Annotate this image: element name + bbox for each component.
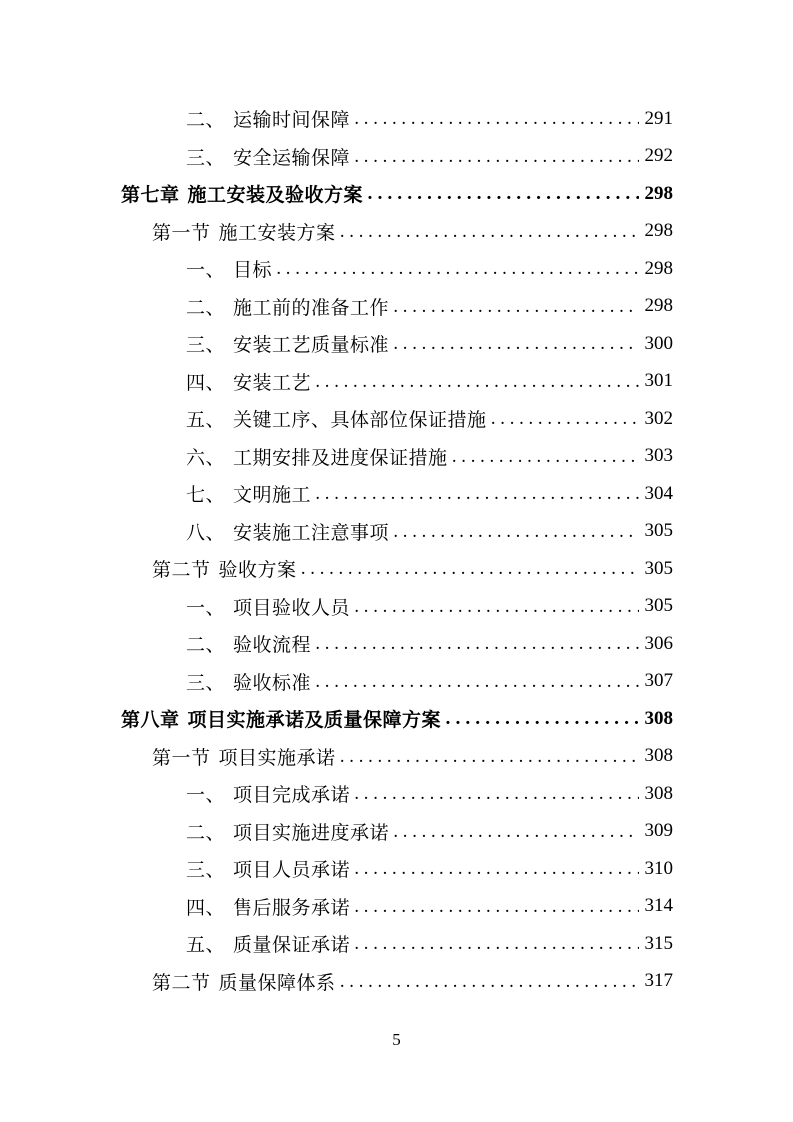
toc-dot-leader xyxy=(315,674,638,691)
toc-entry-label xyxy=(186,293,389,320)
toc-entry-number: 四、 xyxy=(186,896,226,919)
toc-entry[interactable] xyxy=(186,850,673,887)
toc-entry-title: 运输时间保障 xyxy=(233,109,351,131)
toc-dot-leader xyxy=(354,861,638,878)
toc-entry-number: 五、 xyxy=(186,409,226,431)
toc-entry-page: 298 xyxy=(644,182,673,204)
toc-entry-title: 工期安排及进度保证措施 xyxy=(233,446,448,469)
toc-entry-number: 一、 xyxy=(186,596,226,619)
toc-entry-label xyxy=(152,218,336,245)
toc-dot-leader xyxy=(393,524,638,541)
toc-entry-number: 四、 xyxy=(186,371,226,394)
toc-entry-title: 目标 xyxy=(233,259,273,281)
toc-entry-label xyxy=(186,443,448,470)
toc-entry-number: 二、 xyxy=(186,634,226,656)
toc-dot-leader xyxy=(315,374,638,391)
toc-entry-title: 项目人员承诺 xyxy=(233,859,351,881)
toc-entry-number: 第八章 xyxy=(121,709,180,731)
toc-entry[interactable] xyxy=(186,438,673,475)
toc-dot-leader xyxy=(354,936,638,953)
toc-chapter-entry[interactable] xyxy=(121,700,673,737)
toc-entry-label xyxy=(121,705,441,732)
toc-entry-number: 三、 xyxy=(186,671,226,694)
toc-entry-title: 关键工序、具体部位保证措施 xyxy=(233,409,487,431)
toc-entry-page: 308 xyxy=(644,707,673,729)
toc-entry-page: 317 xyxy=(644,970,673,991)
toc-entry-title: 项目实施承诺及质量保障方案 xyxy=(187,709,442,731)
toc-entry-page: 298 xyxy=(644,257,673,279)
toc-entry-number: 二、 xyxy=(186,109,226,131)
toc-entry[interactable] xyxy=(186,813,673,850)
toc-entry-number: 第一节 xyxy=(152,221,211,244)
toc-entry[interactable] xyxy=(186,888,673,925)
toc-dot-leader xyxy=(354,599,638,616)
toc-entry-page: 303 xyxy=(644,445,673,466)
toc-entry-label xyxy=(186,518,389,545)
toc-entry[interactable] xyxy=(186,325,673,362)
toc-dot-leader xyxy=(393,299,638,316)
toc-entry-title: 项目验收人员 xyxy=(233,596,351,619)
toc-entry-title: 安全运输保障 xyxy=(233,146,351,169)
toc-dot-leader xyxy=(491,411,639,428)
toc-entry-page: 300 xyxy=(644,332,673,354)
toc-dot-leader xyxy=(315,636,638,653)
toc-dot-leader xyxy=(452,449,639,466)
toc-entry-page: 298 xyxy=(644,295,673,316)
page-number: 5 xyxy=(392,1030,401,1049)
toc-dot-leader xyxy=(340,749,639,766)
toc-entry-number: 八、 xyxy=(186,521,226,544)
toc-chapter-entry[interactable] xyxy=(121,175,673,212)
toc-dot-leader xyxy=(367,186,638,203)
toc-entry[interactable] xyxy=(186,625,673,662)
toc-entry-label xyxy=(186,630,311,657)
toc-entry-title: 质量保证承诺 xyxy=(233,934,351,956)
toc-dot-leader xyxy=(354,899,638,916)
toc-entry[interactable] xyxy=(186,663,673,700)
toc-entry-title: 项目完成承诺 xyxy=(233,784,351,806)
toc-entry-label xyxy=(186,893,350,920)
toc-entry-title: 施工安装方案 xyxy=(218,221,336,244)
toc-entry[interactable] xyxy=(186,775,673,812)
toc-entry[interactable] xyxy=(186,250,673,287)
toc-entry-number: 三、 xyxy=(186,859,226,881)
toc-entry-label xyxy=(186,818,389,845)
toc-entry[interactable] xyxy=(186,925,673,962)
toc-dot-leader xyxy=(393,336,638,353)
toc-entry-label xyxy=(186,330,389,357)
toc-entry-label xyxy=(152,743,336,770)
toc-entry-title: 验收流程 xyxy=(233,634,312,656)
toc-entry[interactable] xyxy=(186,288,673,325)
toc-section-entry[interactable] xyxy=(152,738,673,775)
toc-entry-page: 308 xyxy=(644,745,673,766)
toc-entry-page: 292 xyxy=(644,145,673,166)
toc-entry-number: 一、 xyxy=(186,259,226,281)
toc-entry-page: 301 xyxy=(644,370,673,391)
toc-entry-number: 二、 xyxy=(186,821,226,844)
toc-dot-leader xyxy=(276,261,638,278)
toc-entry-title: 施工安装及验收方案 xyxy=(187,184,364,206)
toc-entry-page: 307 xyxy=(644,670,673,691)
toc-entry-number: 三、 xyxy=(186,146,226,169)
toc-dot-leader xyxy=(340,974,639,991)
toc-entry-title: 施工前的准备工作 xyxy=(233,296,390,319)
toc-entry[interactable] xyxy=(186,363,673,400)
toc-dot-leader xyxy=(340,224,639,241)
toc-entry-number: 第二节 xyxy=(152,559,211,581)
toc-entry-label xyxy=(186,855,350,882)
toc-dot-leader xyxy=(354,786,638,803)
toc-entry-number: 三、 xyxy=(186,334,226,356)
toc-section-entry[interactable] xyxy=(152,550,673,587)
toc-entry[interactable] xyxy=(186,138,673,175)
toc-entry-label xyxy=(152,555,297,582)
toc-dot-leader xyxy=(445,711,638,728)
toc-entry-label xyxy=(186,405,487,432)
toc-dot-leader xyxy=(315,486,638,503)
toc-entry-label xyxy=(186,480,311,507)
toc-entry[interactable] xyxy=(186,400,673,437)
toc-section-entry[interactable] xyxy=(152,213,673,250)
toc-entry-page: 315 xyxy=(644,932,673,954)
toc-entry-label xyxy=(186,105,350,132)
toc-entry[interactable] xyxy=(186,475,673,512)
toc-entry-page: 305 xyxy=(644,595,673,616)
toc-entry-title: 验收标准 xyxy=(233,671,312,694)
toc-entry-label xyxy=(186,593,350,620)
toc-entry[interactable] xyxy=(186,100,673,137)
toc-entry-title: 安装工艺 xyxy=(233,371,312,394)
toc-entry-label xyxy=(152,968,336,995)
toc-entry-page: 310 xyxy=(644,857,673,879)
toc-entry-number: 二、 xyxy=(186,296,226,319)
toc-dot-leader xyxy=(301,561,639,578)
toc-entry-number: 第一节 xyxy=(152,746,211,769)
toc-entry-page: 291 xyxy=(644,107,673,129)
toc-entry-label xyxy=(186,668,311,695)
toc-entry-label xyxy=(121,180,363,207)
toc-entry-number: 七、 xyxy=(186,484,226,506)
toc-entry-page: 304 xyxy=(644,482,673,504)
toc-entry-number: 第二节 xyxy=(152,971,211,994)
toc-dot-leader xyxy=(354,149,638,166)
toc-entry-page: 298 xyxy=(644,220,673,241)
toc-entry-label xyxy=(186,368,311,395)
toc-entry-label xyxy=(186,143,350,170)
toc-entry-title: 文明施工 xyxy=(233,484,312,506)
toc-entry-title: 项目实施进度承诺 xyxy=(233,821,390,844)
toc-entry-page: 314 xyxy=(644,895,673,916)
toc-entry-number: 第七章 xyxy=(121,184,180,206)
toc-entry-page: 309 xyxy=(644,820,673,841)
toc-entry-page: 308 xyxy=(644,782,673,804)
toc-entry-number: 五、 xyxy=(186,934,226,956)
toc-entry-page: 305 xyxy=(644,557,673,579)
toc-entry-label xyxy=(186,930,350,957)
toc-entry[interactable] xyxy=(186,588,673,625)
toc-entry-page: 306 xyxy=(644,632,673,654)
toc-entry-number: 一、 xyxy=(186,784,226,806)
toc-entry-page: 302 xyxy=(644,407,673,429)
toc-entry-title: 安装工艺质量标准 xyxy=(233,334,390,356)
toc-entry-title: 项目实施承诺 xyxy=(218,746,336,769)
toc-dot-leader xyxy=(354,111,638,128)
toc-entry-label xyxy=(186,780,350,807)
toc-entry-page: 305 xyxy=(644,520,673,541)
toc-entry-label xyxy=(186,255,272,282)
toc-entry-title: 售后服务承诺 xyxy=(233,896,351,919)
toc-dot-leader xyxy=(393,824,638,841)
toc-entry-title: 质量保障体系 xyxy=(218,971,336,994)
toc-entry-title: 安装施工注意事项 xyxy=(233,521,390,544)
toc-entry-title: 验收方案 xyxy=(218,559,297,581)
toc-section-entry[interactable] xyxy=(152,963,673,1000)
toc-entry-number: 六、 xyxy=(186,446,226,469)
toc-entry[interactable] xyxy=(186,513,673,550)
